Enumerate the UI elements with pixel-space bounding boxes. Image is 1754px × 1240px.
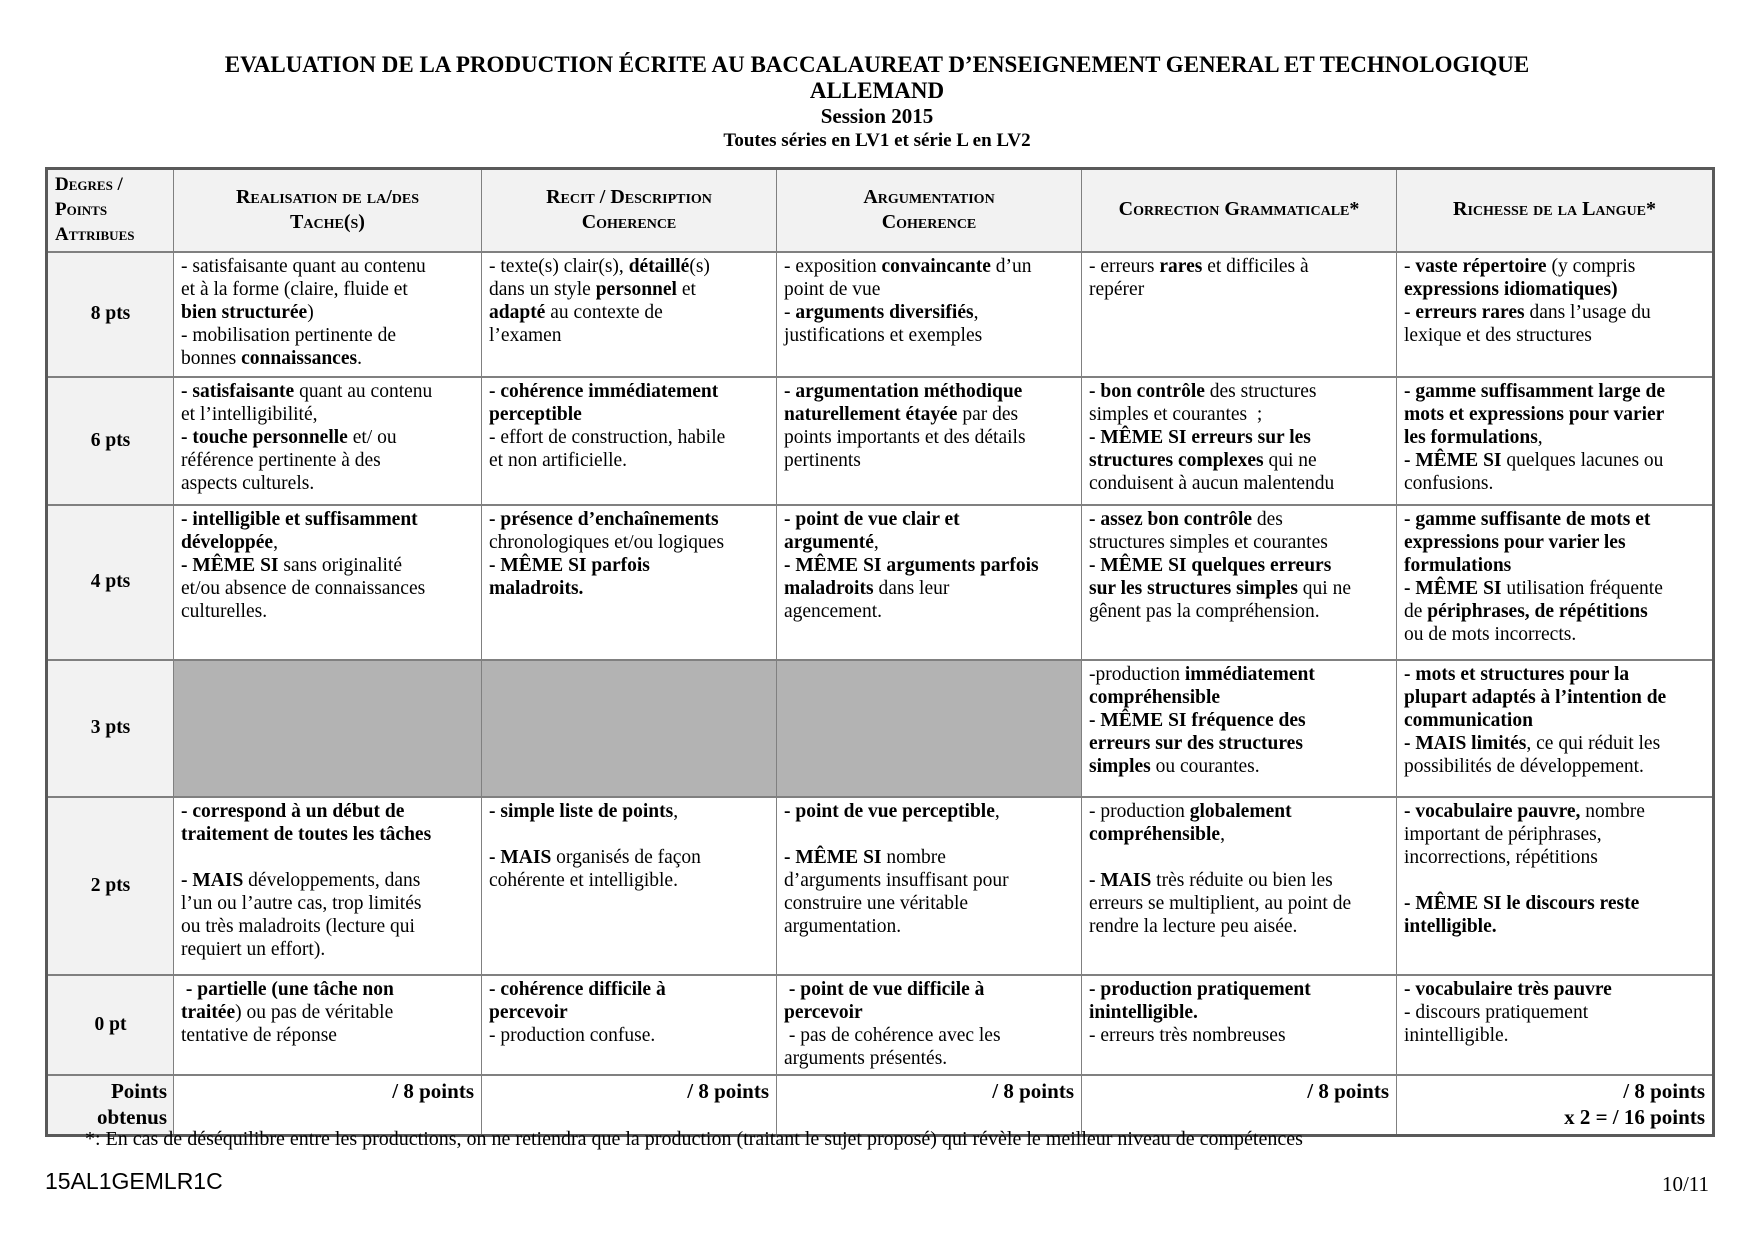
cell-6pts-realisation: - satisfaisante quant au contenu et l’intelligibilité, - touche personnelle et/ ou référence pertinente à des aspects culturels. <box>174 377 482 505</box>
cell-2pts-realisation: - correspond à un début de traitement de toutes les tâches - MAIS développements, dans l’un ou l’autre cas, trop limités ou très maladroits (lecture qui requiert un effort). <box>174 797 482 975</box>
cell-0pt-correction: - production pratiquement inintelligible. - erreurs très nombreuses <box>1082 975 1397 1075</box>
cell-2pts-correction: - production globalement compréhensible, - MAIS très réduite ou bien les erreurs se multiplient, au point de rendre la lecture peu aisée. <box>1082 797 1397 975</box>
score-cell-recit: / 8 points <box>482 1075 777 1136</box>
column-header-correction: Correction Grammaticale* <box>1082 169 1397 253</box>
cell-2pts-richesse: - vocabulaire pauvre, nombre important de périphrases, incorrections, répétitions - MÊME SI le discours reste intelligible. <box>1397 797 1714 975</box>
cell-8pts-argumentation: - exposition convaincante d’un point de vue - arguments diversifiés, justifications et exemples <box>777 252 1082 377</box>
column-header-argumentation: Argumentation Coherence <box>777 169 1082 253</box>
score-cell-argumentation: / 8 points <box>777 1075 1082 1136</box>
row-label-2pts: 2 pts <box>47 797 174 975</box>
document-header <box>0 52 1754 152</box>
score-cell-correction: / 8 points <box>1082 1075 1397 1136</box>
doc-title-line2: ALLEMAND <box>809 78 945 103</box>
cell-2pts-recit: - simple liste de points, - MAIS organisés de façon cohérente et intelligible. <box>482 797 777 975</box>
row-label-3pts: 3 pts <box>47 660 174 797</box>
cell-4pts-realisation: - intelligible et suffisamment développée, - MÊME SI sans originalité et/ou absence de connaissances culturelles. <box>174 505 482 660</box>
cell-3pts-argumentation <box>777 660 1082 797</box>
cell-8pts-realisation: - satisfaisante quant au contenu et à la forme (claire, fluide et bien structurée) - mobilisation pertinente de bonnes connaissances. <box>174 252 482 377</box>
cell-0pt-realisation: - partielle (une tâche non traitée) ou pas de véritable tentative de réponse <box>174 975 482 1075</box>
cell-6pts-richesse: - gamme suffisamment large de mots et expressions pour varier les formulations, - MÊME SI quelques lacunes ou confusions. <box>1397 377 1714 505</box>
score-cell-richesse: / 8 points x 2 = / 16 points <box>1397 1075 1714 1136</box>
cell-8pts-correction: - erreurs rares et difficiles à repérer <box>1082 252 1397 377</box>
rubric-row-2pts <box>47 797 1714 975</box>
doc-title-line1: EVALUATION DE LA PRODUCTION ÉCRITE AU BACCALAUREAT D’ENSEIGNEMENT GENERAL ET TECHNOLOGIQUE <box>224 52 1530 77</box>
rubric-row-0pt <box>47 975 1714 1075</box>
rubric-table-body <box>47 252 1714 1136</box>
cell-0pt-richesse: - vocabulaire très pauvre - discours pratiquement inintelligible. <box>1397 975 1714 1075</box>
score-cell-realisation: / 8 points <box>174 1075 482 1136</box>
cell-4pts-richesse: - gamme suffisante de mots et expressions pour varier les formulations - MÊME SI utilisation fréquente de périphrases, de répétitions ou de mots incorrects. <box>1397 505 1714 660</box>
cell-6pts-argumentation: - argumentation méthodique naturellement étayée par des points importants et des détails pertinents <box>777 377 1082 505</box>
column-header-realisation: Realisation de la/des Tache(s) <box>174 169 482 253</box>
cell-8pts-recit: - texte(s) clair(s), détaillé(s) dans un style personnel et adapté au contexte de l’examen <box>482 252 777 377</box>
rubric-row-4pts <box>47 505 1714 660</box>
score-row-label: Points obtenus <box>47 1075 174 1136</box>
header-row <box>47 169 1714 253</box>
cell-3pts-recit <box>482 660 777 797</box>
cell-6pts-correction: - bon contrôle des structures simples et courantes ; - MÊME SI erreurs sur les structures complexes qui ne conduisent à aucun malentendu <box>1082 377 1397 505</box>
column-header-richesse: Richesse de la Langue* <box>1397 169 1714 253</box>
cell-0pt-recit: - cohérence difficile à percevoir - production confuse. <box>482 975 777 1075</box>
doc-title-line4: Toutes séries en LV1 et série L en LV2 <box>723 130 1031 151</box>
cell-3pts-correction: -production immédiatement compréhensible - MÊME SI fréquence des erreurs sur des structures simples ou courantes. <box>1082 660 1397 797</box>
row-label-0pt: 0 pt <box>47 975 174 1075</box>
rubric-table <box>45 167 1715 1137</box>
rubric-row-6pts <box>47 377 1714 505</box>
rubric-row-3pts <box>47 660 1714 797</box>
row-label-6pts: 6 pts <box>47 377 174 505</box>
column-header-recit: Recit / Description Coherence <box>482 169 777 253</box>
cell-4pts-correction: - assez bon contrôle des structures simples et courantes - MÊME SI quelques erreurs sur les structures simples qui ne gênent pas la compréhension. <box>1082 505 1397 660</box>
rubric-row-8pts <box>47 252 1714 377</box>
row-label-8pts: 8 pts <box>47 252 174 377</box>
doc-title-line3: Session 2015 <box>820 104 934 128</box>
column-header-degres-points: Degres / Points Attribues <box>47 169 174 253</box>
score-row <box>47 1075 1714 1136</box>
cell-4pts-recit: - présence d’enchaînements chronologiques et/ou logiques - MÊME SI parfois maladroits. <box>482 505 777 660</box>
cell-3pts-richesse: - mots et structures pour la plupart adaptés à l’intention de communication - MAIS limités, ce qui réduit les possibilités de développement. <box>1397 660 1714 797</box>
cell-8pts-richesse: - vaste répertoire (y compris expressions idiomatiques) - erreurs rares dans l’usage du lexique et des structures <box>1397 252 1714 377</box>
cell-6pts-recit: - cohérence immédiatement perceptible - effort de construction, habile et non artificielle. <box>482 377 777 505</box>
cell-2pts-argumentation: - point de vue perceptible, - MÊME SI nombre d’arguments insuffisant pour construire une véritable argumentation. <box>777 797 1082 975</box>
row-label-4pts: 4 pts <box>47 505 174 660</box>
cell-3pts-realisation <box>174 660 482 797</box>
cell-4pts-argumentation: - point de vue clair et argumenté, - MÊME SI arguments parfois maladroits dans leur agencement. <box>777 505 1082 660</box>
rubric-table-head <box>47 169 1714 253</box>
page-number: 10/11 <box>1661 1172 1709 1196</box>
doc-code: 15AL1GEMLR1C <box>45 1168 223 1194</box>
cell-0pt-argumentation: - point de vue difficile à percevoir - pas de cohérence avec les arguments présentés. <box>777 975 1082 1075</box>
footnote: *: En cas de déséquilibre entre les productions, on ne retiendra que la production (traitant le sujet proposé) qui révèle le meilleur niveau de compétences <box>85 1128 1303 1150</box>
